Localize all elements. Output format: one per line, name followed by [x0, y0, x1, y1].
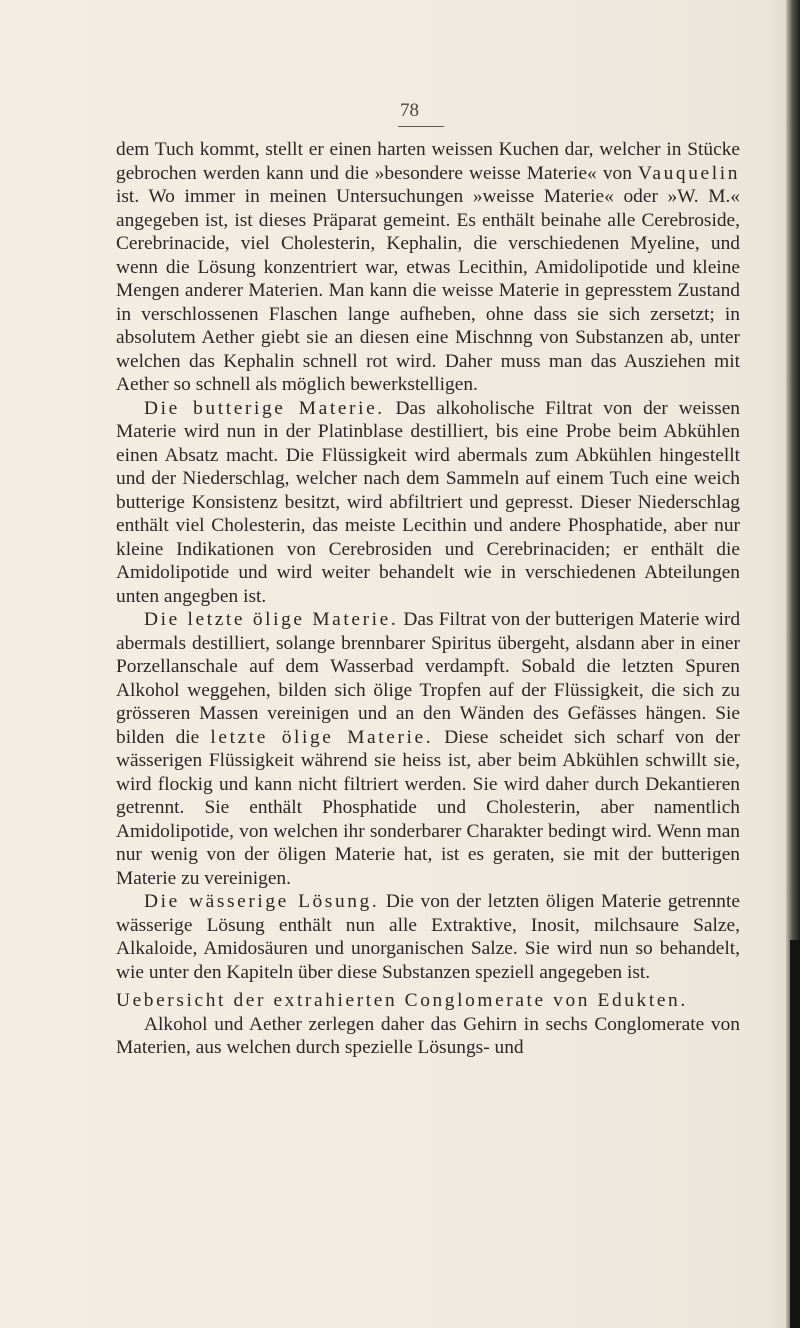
- paragraph-1-rest: ist. Wo immer in meinen Untersuchungen »weisse Materie« oder »W. M.« angegeben ist, ist dieses Präparat gemeint. Es enthält beinahe alle Cerebroside, Cerebrinacide, viel Cholesterin, Kephalin, die verschiedenen Myeline, und wenn die Lösung konzentriert war, etwas Lecithin, Amidolipotide und kleine Mengen anderer Materien. Man kann die weisse Materie in gepresstem Zustand in verschlossenen Flaschen lange aufheben, ohne dass sie sich zersetzt; in absolutem Aether giebt sie an diesen eine Mischnng von Substanzen ab, unter welchen das Kephalin schnell rot wird. Daher muss man das Ausziehen mit Aether so schnell als möglich bewerkstelligen.: [116, 186, 740, 395]
- section-heading-uebersicht: [116, 989, 740, 1013]
- page-number-rule: [398, 126, 444, 127]
- paragraph-2: [116, 397, 740, 609]
- paragraph-3-text-a: Das Filtrat von der butterigen Materie wird abermals destilliert, solange brennbarer Spiritus übergeht, alsdann aber in einer Porzellanschale auf dem Wasserbad verdampft. Sobald die letzten Spuren Alkohol weggehen, bilden sich ölige Tropfen auf der Flüssigkeit, die sich zu grösseren Massen vereinigen und an den Wänden des Gefässes hängen. Sie bilden die: [116, 609, 741, 748]
- paragraph-5: [116, 1013, 740, 1060]
- paragraph-1: [116, 138, 740, 397]
- section-heading-letzte-oelige-materie: Die letzte ölige Materie.: [144, 609, 399, 630]
- paragraph-4-text: Die von der letzten öligen Materie getrennte wässerige Lösung enthält nun alle Extraktive, Inosit, milchsaure Salze, Alkaloide, Amidosäuren und unorganischen Salze. Sie wird nun so behandelt, wie unter den Kapiteln über diese Substanzen speziell angegeben ist.: [116, 891, 740, 983]
- page-edge-dark: [790, 940, 800, 1328]
- paragraph-3: [116, 608, 740, 890]
- body-text: [116, 138, 740, 1060]
- paragraph-4: [116, 890, 740, 984]
- paragraph-5-text: Alkohol und Aether zerlegen daher das Gehirn in sechs Conglomerate von Materien, aus welchen durch spezielle Lösungs- und: [116, 1013, 740, 1058]
- author-name-vauquelin: Vauquelin: [637, 162, 740, 184]
- uebersicht-heading-text: Uebersicht der extrahierten Conglomerate von Edukten.: [116, 990, 688, 1011]
- paragraph-2-text: Das alkoholische Filtrat von der weissen Materie wird nun in der Platinblase destilliert, bis eine Probe beim Abkühlen einen Absatz macht. Die Flüssigkeit wird abermals zum Abkühlen hingestellt und der Niederschlag, welcher nach dem Sammeln auf einem Tuch eine weich butterige Konsistenz besitzt, wird abfiltriert und gepresst. Dieser Niederschlag enthält viel Cholesterin, das meiste Lecithin und andere Phosphatide, aber nur kleine Indikationen von Cerebrosiden und Cerebrinaciden; er enthält die Amidolipotide und wird weiter behandelt wie in verschiedenen Abteilungen unten angegben ist.: [116, 397, 740, 607]
- paragraph-3-text-b: Diese scheidet sich scharf von der wässerigen Flüssigkeit während sie heiss ist, aber beim Abkühlen schwillt sie, wird flockig und kann nicht filtriert werden. Sie wird daher durch Dekantieren getrennt. Sie enthält Phosphatide und Cholesterin, aber namentlich Amidolipotide, von welchen ihr sonderbarer Charakter bedingt wird. Wenn man nur wenig von der öligen Materie hat, ist es geraten, sie mit der butterigen Materie zu vereinigen.: [116, 726, 740, 889]
- section-heading-butterige-materie: Die butterige Materie.: [144, 397, 385, 419]
- section-heading-waesserige-loesung: Die wässerige Lösung.: [144, 891, 380, 912]
- inline-term-letzte-oelige-materie: letzte ölige Materie.: [210, 726, 434, 748]
- page-number: 78: [400, 100, 419, 121]
- paragraph-1-text: dem Tuch kommt, stellt er einen harten weissen Kuchen dar, welcher in Stücke gebrochen werden kann und die »besondere weisse Materie« von: [116, 139, 740, 184]
